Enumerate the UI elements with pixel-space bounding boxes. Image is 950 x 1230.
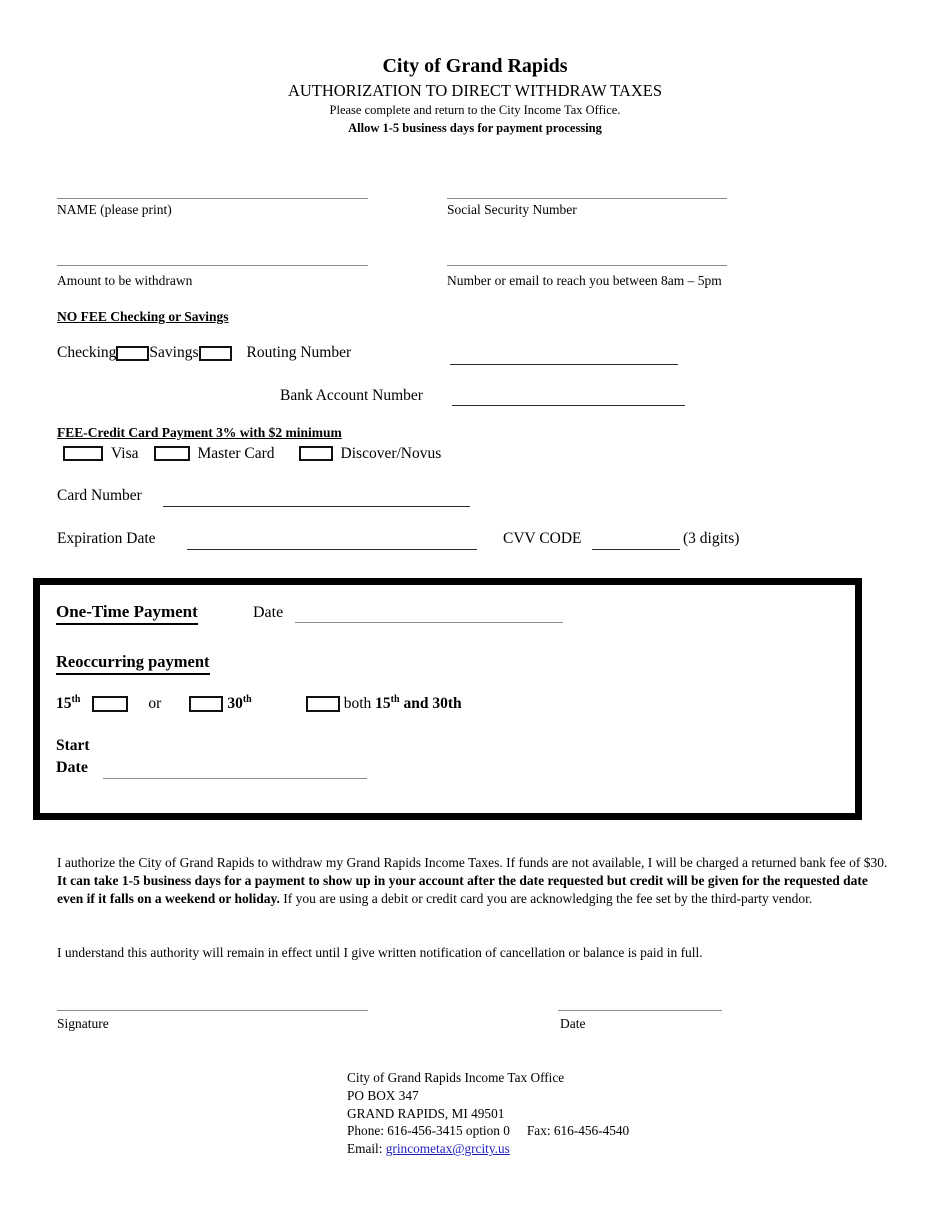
cvv-input-line[interactable] — [592, 549, 680, 550]
visa-label: Visa — [111, 444, 139, 462]
signature-input-line[interactable] — [57, 1010, 368, 1011]
contact-label: Number or email to reach you between 8am – 5pm — [447, 273, 722, 288]
day-15-label: 15th — [56, 693, 81, 712]
form-instruction: Please complete and return to the City Income Tax Office. — [329, 103, 621, 117]
one-time-payment-heading: One-Time Payment — [56, 602, 198, 625]
checking-checkbox[interactable] — [116, 346, 149, 361]
contact-input-line[interactable] — [447, 265, 727, 266]
card-number-input-line[interactable] — [163, 506, 470, 507]
mastercard-checkbox[interactable] — [154, 446, 190, 461]
cvv-digits-hint: (3 digits) — [683, 530, 740, 547]
footer-fax: Fax: 616-456-4540 — [526, 1123, 630, 1139]
card-type-row — [63, 445, 441, 462]
authorization-paragraph — [57, 854, 897, 907]
discover-checkbox[interactable] — [299, 446, 333, 461]
reoccurring-day-row — [56, 694, 462, 714]
footer-address-block — [347, 1069, 629, 1158]
bank-account-input-line[interactable] — [452, 405, 685, 406]
expiration-date-label: Expiration Date — [57, 530, 156, 547]
footer-po-box: PO BOX 347 — [347, 1087, 419, 1103]
start-date-input-line[interactable] — [103, 778, 367, 779]
name-label: NAME (please print) — [57, 202, 172, 217]
mastercard-label: Master Card — [197, 444, 275, 462]
signature-date-input-line[interactable] — [558, 1010, 722, 1011]
both-days-label: both 15th and 30th — [343, 693, 462, 712]
signature-label: Signature — [57, 1016, 109, 1031]
day-30-checkbox[interactable] — [189, 696, 223, 712]
savings-checkbox[interactable] — [199, 346, 232, 361]
name-input-line[interactable] — [57, 198, 368, 199]
cvv-label: CVV CODE — [503, 530, 582, 547]
authorization-text-2: If you are using a debit or credit card you are acknowledging the fee set by the third-party vendor. — [279, 890, 813, 906]
checking-label: Checking — [57, 344, 117, 361]
bank-section-heading: NO FEE Checking or Savings — [57, 309, 229, 324]
expiration-date-input-line[interactable] — [187, 549, 477, 550]
footer-office-name: City of Grand Rapids Income Tax Office — [347, 1070, 565, 1085]
footer-email-line — [347, 1140, 629, 1158]
card-number-label: Card Number — [57, 487, 142, 504]
start-date-label: Date — [56, 759, 88, 776]
signature-date-label: Date — [560, 1016, 586, 1031]
day-30-label: 30th — [227, 693, 252, 712]
ssn-input-line[interactable] — [447, 198, 727, 199]
footer-email-label: Email: — [347, 1141, 386, 1157]
bank-account-label: Bank Account Number — [280, 387, 423, 404]
footer-phone: Phone: 616-456-3415 option 0 — [347, 1123, 510, 1139]
start-label: Start — [56, 737, 90, 754]
both-days-checkbox[interactable] — [306, 696, 340, 712]
one-time-date-input-line[interactable] — [295, 622, 563, 623]
routing-number-label: Routing Number — [246, 344, 352, 361]
day-15-checkbox[interactable] — [92, 696, 128, 712]
account-type-row — [57, 343, 351, 363]
authorization-text-1: I authorize the City of Grand Rapids to withdraw my Grand Rapids Income Taxes. If funds are not available, I will be charged a returned bank fee of $30. — [57, 855, 888, 870]
processing-notice: Allow 1-5 business days for payment processing — [348, 121, 602, 135]
authorization-text-bold: It can take 1-5 business days for a payment to show up in your account after the date requested but credit will be given for the requested date even if it falls on a weekend or holiday. — [57, 872, 868, 906]
cancellation-paragraph: I understand this authority will remain in effect until I give written notification of cancellation or balance is paid in full. — [57, 945, 703, 960]
visa-checkbox[interactable] — [63, 446, 103, 461]
routing-number-input-line[interactable] — [450, 364, 678, 365]
one-time-date-label: Date — [253, 604, 284, 621]
amount-input-line[interactable] — [57, 265, 368, 266]
reoccurring-payment-heading: Reoccurring payment — [56, 652, 210, 675]
discover-label: Discover/Novus — [340, 444, 442, 462]
or-label: or — [148, 695, 162, 712]
ssn-label: Social Security Number — [447, 202, 577, 217]
card-section-heading: FEE-Credit Card Payment 3% with $2 minimum — [57, 425, 342, 440]
footer-city-state-zip: GRAND RAPIDS, MI 49501 — [347, 1105, 505, 1121]
amount-label: Amount to be withdrawn — [57, 273, 193, 288]
footer-email-link[interactable]: grincometax@grcity.us — [385, 1141, 510, 1157]
footer-phone-fax — [347, 1122, 629, 1140]
form-subtitle: AUTHORIZATION TO DIRECT WITHDRAW TAXES — [287, 81, 663, 100]
page-title: City of Grand Rapids — [382, 55, 568, 77]
savings-label: Savings — [149, 344, 199, 361]
